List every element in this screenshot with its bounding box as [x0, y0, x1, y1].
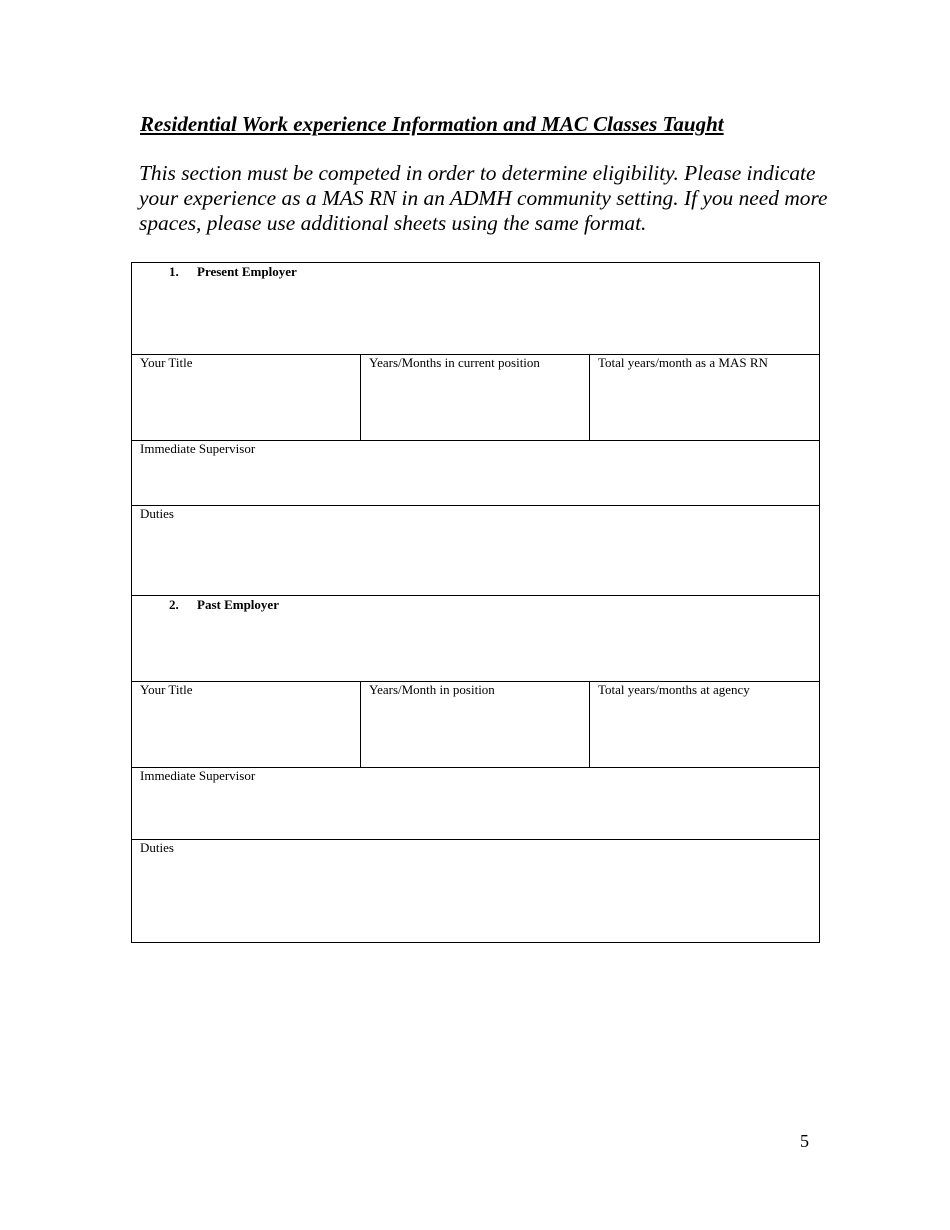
past-total-field[interactable]	[590, 682, 820, 768]
page-number: 5	[800, 1131, 809, 1151]
past-total-label: Total years/months at agency	[598, 682, 750, 697]
present-duties-row	[132, 506, 820, 596]
present-supervisor-field[interactable]	[132, 441, 820, 506]
present-total-label: Total years/month as a MAS RN	[598, 355, 768, 370]
section-heading: Residential Work experience Information and MAC Classes Taught	[140, 112, 724, 136]
employment-form-table	[131, 262, 820, 943]
present-employer-field[interactable]	[132, 263, 820, 355]
past-supervisor-row	[132, 768, 820, 840]
present-employer-number: 1.	[169, 264, 179, 279]
past-years-field[interactable]	[361, 682, 590, 768]
present-supervisor-label: Immediate Supervisor	[140, 441, 256, 456]
present-employer-label: Present Employer	[197, 264, 297, 279]
past-years-label: Years/Month in position	[369, 682, 495, 697]
present-title-field[interactable]	[132, 355, 361, 441]
instructions-paragraph: This section must be competed in order to determine eligibility. Please indicate your experience as a MAS RN in an ADMH community setting. If you need more spaces, please use additional sheets using the same format.	[139, 161, 828, 235]
present-title-label: Your Title	[140, 355, 193, 370]
present-duties-field[interactable]	[132, 506, 820, 596]
past-title-label: Your Title	[140, 682, 193, 697]
past-supervisor-field[interactable]	[132, 768, 820, 840]
present-duties-label: Duties	[140, 506, 174, 521]
past-employer-field[interactable]	[132, 596, 820, 682]
present-total-field[interactable]	[590, 355, 820, 441]
present-years-label: Years/Months in current position	[369, 355, 540, 370]
past-supervisor-label: Immediate Supervisor	[140, 768, 256, 783]
past-duties-row	[132, 840, 820, 943]
present-years-field[interactable]	[361, 355, 590, 441]
present-details-row	[132, 355, 820, 441]
present-employer-header	[132, 264, 819, 279]
past-employer-header	[132, 597, 819, 612]
past-employer-number: 2.	[169, 597, 179, 612]
past-duties-label: Duties	[140, 840, 174, 855]
present-employer-row	[132, 263, 820, 355]
past-details-row	[132, 682, 820, 768]
past-employer-row	[132, 596, 820, 682]
past-title-field[interactable]	[132, 682, 361, 768]
past-duties-field[interactable]	[132, 840, 820, 943]
present-supervisor-row	[132, 441, 820, 506]
past-employer-label: Past Employer	[197, 597, 279, 612]
